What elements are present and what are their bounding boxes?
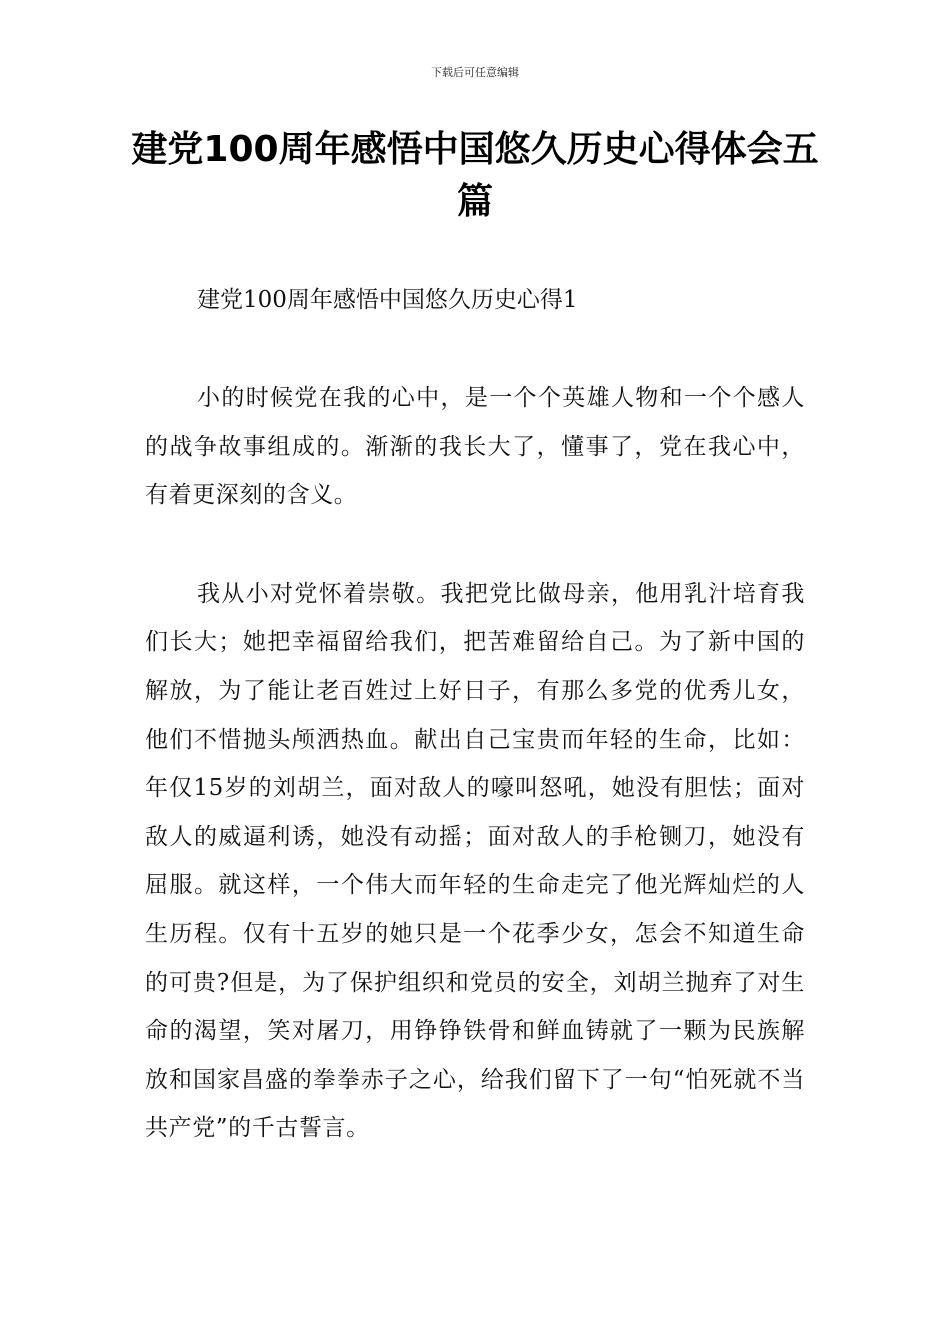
paragraph-1: 小的时候党在我的心中，是一个个英雄人物和一个个感人的战争故事组成的。渐渐的我长大了，懂事了，党在我心中，有着更深刻的含义。 [145,385,805,509]
header-note: 下载后可任意编辑 [431,66,519,79]
document-title: 建党100周年感悟中国悠久历史心得体会五篇 [131,129,819,222]
paragraph-2: 我从小对党怀着崇敬。我把党比做母亲，他用乳汁培育我们长大；她把幸福留给我们，把苦难留给自己。为了新中国的解放，为了能让老百姓过上好日子，有那么多党的优秀儿女，他们不惜抛头颅洒热血。献出自己宝贵而年轻的生命，比如：年仅15岁的刘胡兰，面对敌人的嚎叫怒吼，她没有胆怯；面对敌人的威逼利诱，她没有动摇；面对敌人的手枪铡刀，她没有屈服。就这样，一个伟大而年轻的生命走完了他光辉灿烂的人生历程。仅有十五岁的她只是一个花季少女，怎会不知道生命的可贵?但是，为了保护组织和党员的安全，刘胡兰抛弃了对生命的渴望，笑对屠刀，用铮铮铁骨和鲜血铸就了一颗为民族解放和国家昌盛的拳拳赤子之心，给我们留下了一句“怕死就不当共产党”的千古誓言。 [145,580,805,1142]
document-body [145,276,805,1203]
section-heading: 建党100周年感悟中国悠久历史心得1 [197,287,578,313]
